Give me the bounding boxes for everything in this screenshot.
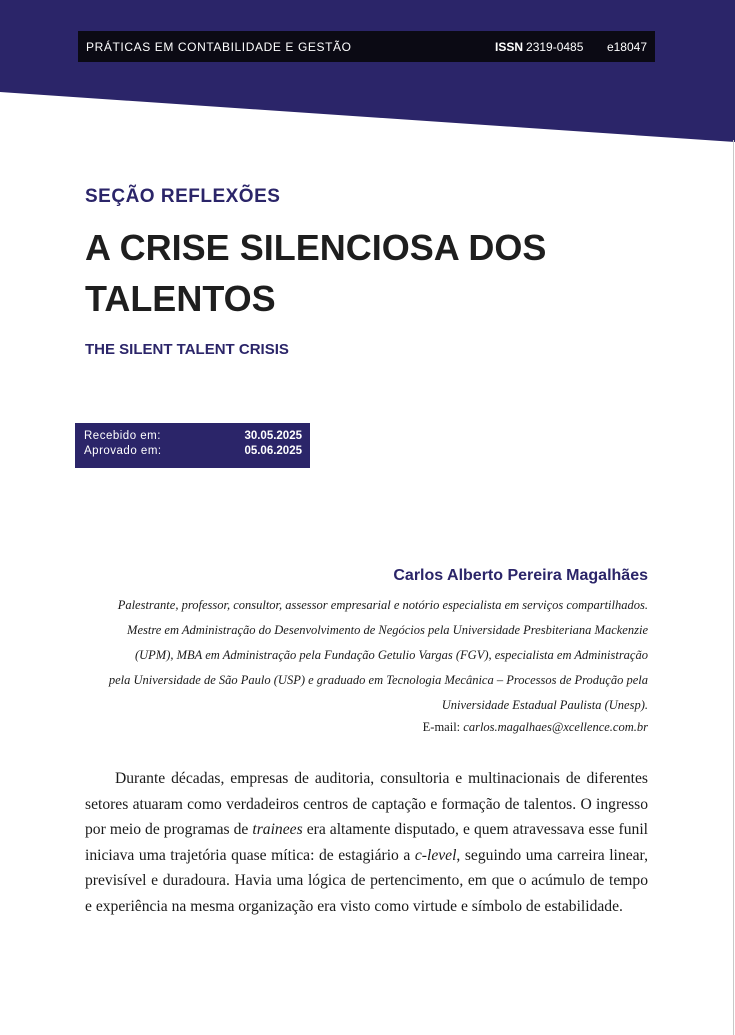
received-row — [84, 430, 302, 442]
journal-name: PRÁTICAS EM CONTABILIDADE E GESTÃO — [86, 40, 352, 54]
body-text-b: era altamente disputado, e quem atravessava esse funil iniciava uma trajetória quase mítica: de estagiário a — [85, 821, 648, 864]
title-line-2: TALENTOS — [85, 278, 276, 319]
page-edge-line — [733, 140, 734, 1035]
received-label: Recebido em: — [84, 430, 161, 442]
header-banner — [0, 0, 735, 145]
bio-line: pela Universidade de São Paulo (USP) e graduado em Tecnologia Mecânica – Processos de Produção pela — [108, 673, 648, 687]
journal-header-bar — [78, 31, 655, 62]
article-subtitle: THE SILENT TALENT CRISIS — [85, 341, 289, 358]
body-term-clevel: c-level — [414, 846, 457, 864]
bio-line: (UPM), MBA em Administração pela Fundação Getulio Vargas (FGV), especialista em Administração — [134, 648, 648, 662]
banner-shape — [0, 0, 735, 145]
title-line-1: A CRISE SILENCIOSA DOS — [85, 227, 547, 268]
bio-line: Universidade Estadual Paulista (Unesp). — [441, 698, 648, 712]
article-id: e18047 — [606, 40, 647, 54]
approved-row — [84, 445, 302, 457]
bio-line: Mestre em Administração do Desenvolvimento de Negócios pela Universidade Presbiteriana Mackenzie — [127, 623, 648, 637]
issn — [495, 40, 583, 54]
approved-value: 05.06.2025 — [244, 445, 302, 457]
body-paragraph — [85, 766, 648, 920]
approved-label: Aprovado em: — [84, 445, 162, 457]
issn-value: 2319-0485 — [526, 40, 584, 54]
dates-box — [75, 423, 310, 468]
received-value: 30.05.2025 — [244, 430, 302, 442]
body-term-trainees: trainees — [252, 821, 303, 839]
author-name: Carlos Alberto Pereira Magalhães — [393, 567, 648, 584]
author-email-link[interactable]: carlos.magalhaes@xcellence.com.br — [463, 720, 648, 734]
body-text-a: Durante décadas, empresas de auditoria, consultoria e multinacionais de diferentes setores atuaram como verdadeiros centros de captação e formação de talentos. O ingresso por meio de programas de — [85, 770, 648, 839]
author-email-line — [423, 720, 648, 735]
email-label: E-mail: — [422, 720, 461, 734]
author-bio — [85, 593, 648, 718]
issn-label: ISSN — [495, 40, 524, 54]
body-text-c: , seguindo uma carreira linear, previsível e duradoura. Havia uma lógica de pertencimento, em que o acúmulo de tempo e experiência na mesma organização era visto como virtude e símbolo de estabilidade. — [85, 846, 648, 915]
bio-line: Palestrante, professor, consultor, assessor empresarial e notório especialista em serviços compartilhados. — [117, 598, 648, 612]
section-label: SEÇÃO REFLEXÕES — [85, 186, 281, 207]
article-title — [85, 222, 645, 324]
